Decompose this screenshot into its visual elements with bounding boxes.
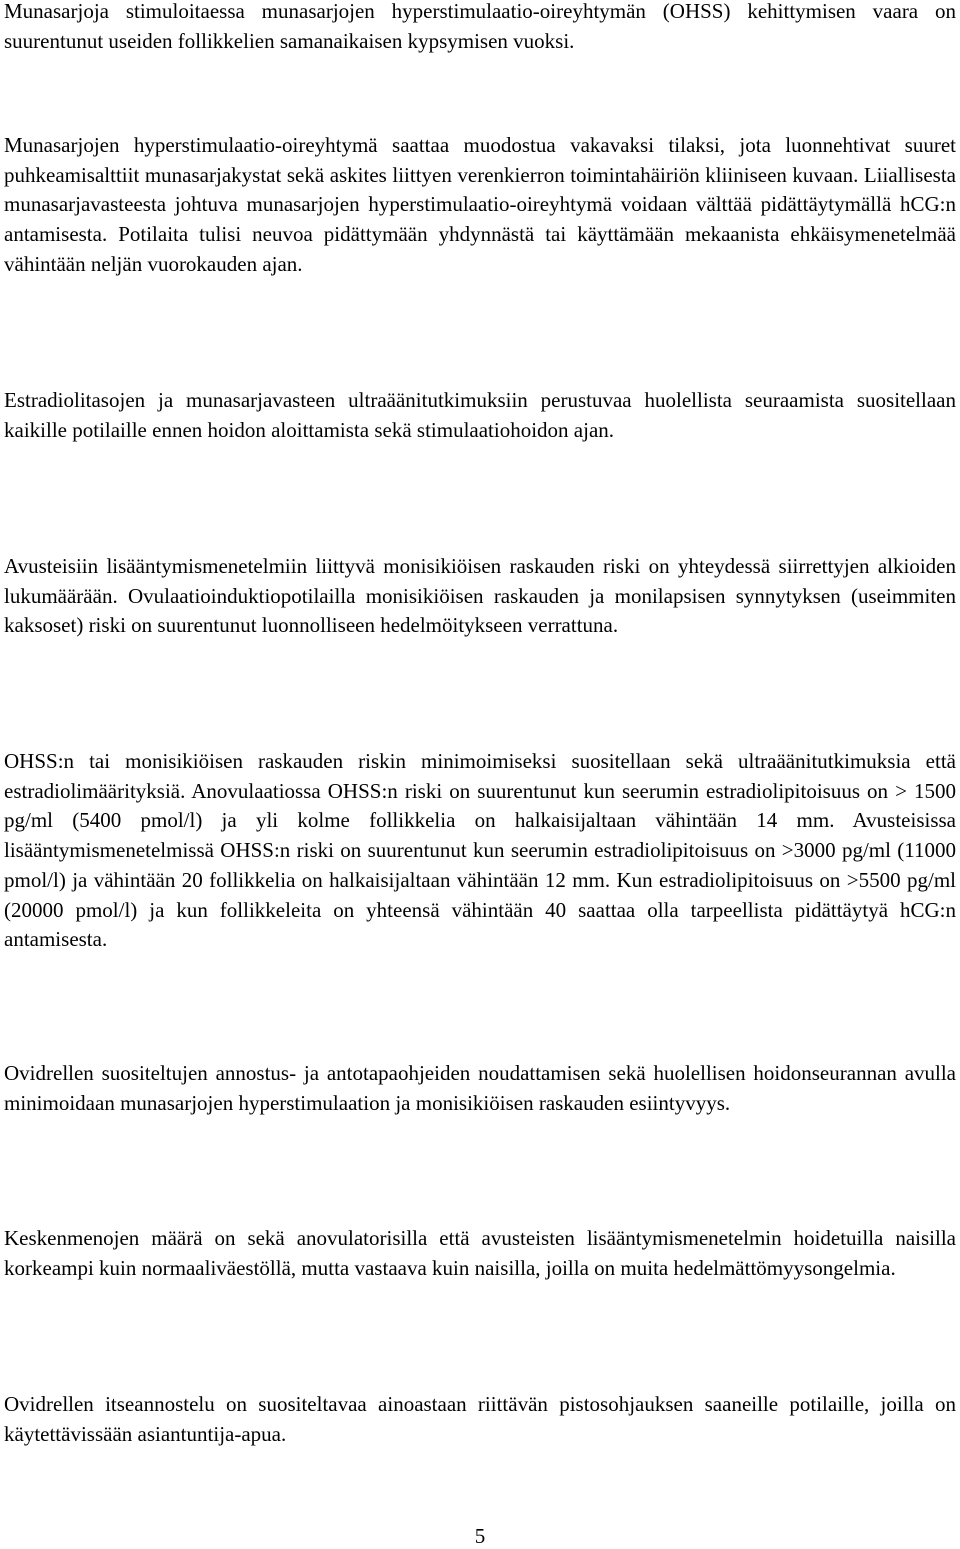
paragraph-self-administration: Ovidrellen itseannostelu on suositeltavaa ainoastaan riittävän pistosohjauksen saaneille potilaille, joilla on käytettävissään asiantuntija-apua. (4, 1392, 956, 1446)
paragraph-dosing-adherence: Ovidrellen suositeltujen annostus- ja antotapaohjeiden noudattamisen sekä huolellisen hoidonseurannan avulla minimoidaan munasarjojen hyperstimulaation ja monisikiöisen raskauden esiintyvyys. (4, 1061, 956, 1115)
page-number: 5 (474, 1524, 486, 1548)
paragraph-estradiol-thresholds: OHSS:n tai monisikiöisen raskauden riskin minimoimiseksi suositellaan sekä ultraäänitutkimuksia että estradiolimäärityksiä. Anovulaatiossa OHSS:n riski on suurentunut kun seerumin estradiolipitoisuus on > 1500 pg/ml (5400 pmol/l) ja yli kolme follikkelia on halkaisijaltaan vähintään 14 mm. Avusteisissa lisääntymismenetelmissä OHSS:n riski on suurentunut kun seerumin estradiolipitoisuus on >3000 pg/ml (11000 pmol/l) ja vähintään 20 follikkelia on halkaisijaltaan vähintään 12 mm. Kun estradiolipitoisuus on >5500 pg/ml (20000 pmol/l) ja kun follikkeleita on yhteensä vähintään 40 saattaa olla tarpeellista pidättäytyä hCG:n antamisesta. (4, 749, 956, 952)
paragraph-hyperstimulation-syndrome: Munasarjojen hyperstimulaatio-oireyhtymä saattaa muodostua vakavaksi tilaksi, jota luonnehtivat suuret puhkeamisalttiit munasarjakystat sekä askites liittyen verenkierron toimintahäiriön kliiniseen kuvaan. Liiallisesta munasarjavasteesta johtuva munasarjojen hyperstimulaatio-oireyhtymä voidaan välttää pidättäytymällä hCG:n antamisesta. Potilaita tulisi neuvoa pidättymään yhdynnästä tai käyttämään mekaanista ehkäisymenetelmää vähintään neljän vuorokauden ajan. (4, 133, 956, 276)
paragraph-miscarriage-rate: Keskenmenojen määrä on sekä anovulatorisilla että avusteisten lisääntymismenetelmin hoidetuilla naisilla korkeampi kuin normaaliväestöllä, mutta vastaava kuin naisilla, joilla on muita hedelmättömyysongelmia. (4, 1226, 956, 1280)
paragraph-multiple-pregnancy: Avusteisiin lisääntymismenetelmiin liittyvä monisikiöisen raskauden riski on yhteydessä siirrettyjen alkioiden lukumäärään. Ovulaatioinduktiopotilailla monisikiöisen raskauden ja monilapsisen synnytyksen (useimmiten kaksoset) riski on suurentunut luonnolliseen hedelmöitykseen verrattuna. (4, 554, 956, 638)
paragraph-ohss-risk: Munasarjoja stimuloitaessa munasarjojen hyperstimulaatio-oireyhtymän (OHSS) kehittymisen vaara on suurentunut useiden follikkelien samanaikaisen kypsymisen vuoksi. (4, 0, 956, 53)
paragraph-monitoring: Estradiolitasojen ja munasarjavasteen ultraäänitutkimuksiin perustuvaa huolellista seuraamista suositellaan kaikille potilaille ennen hoidon aloittamista sekä stimulaatiohoidon ajan. (4, 388, 956, 442)
